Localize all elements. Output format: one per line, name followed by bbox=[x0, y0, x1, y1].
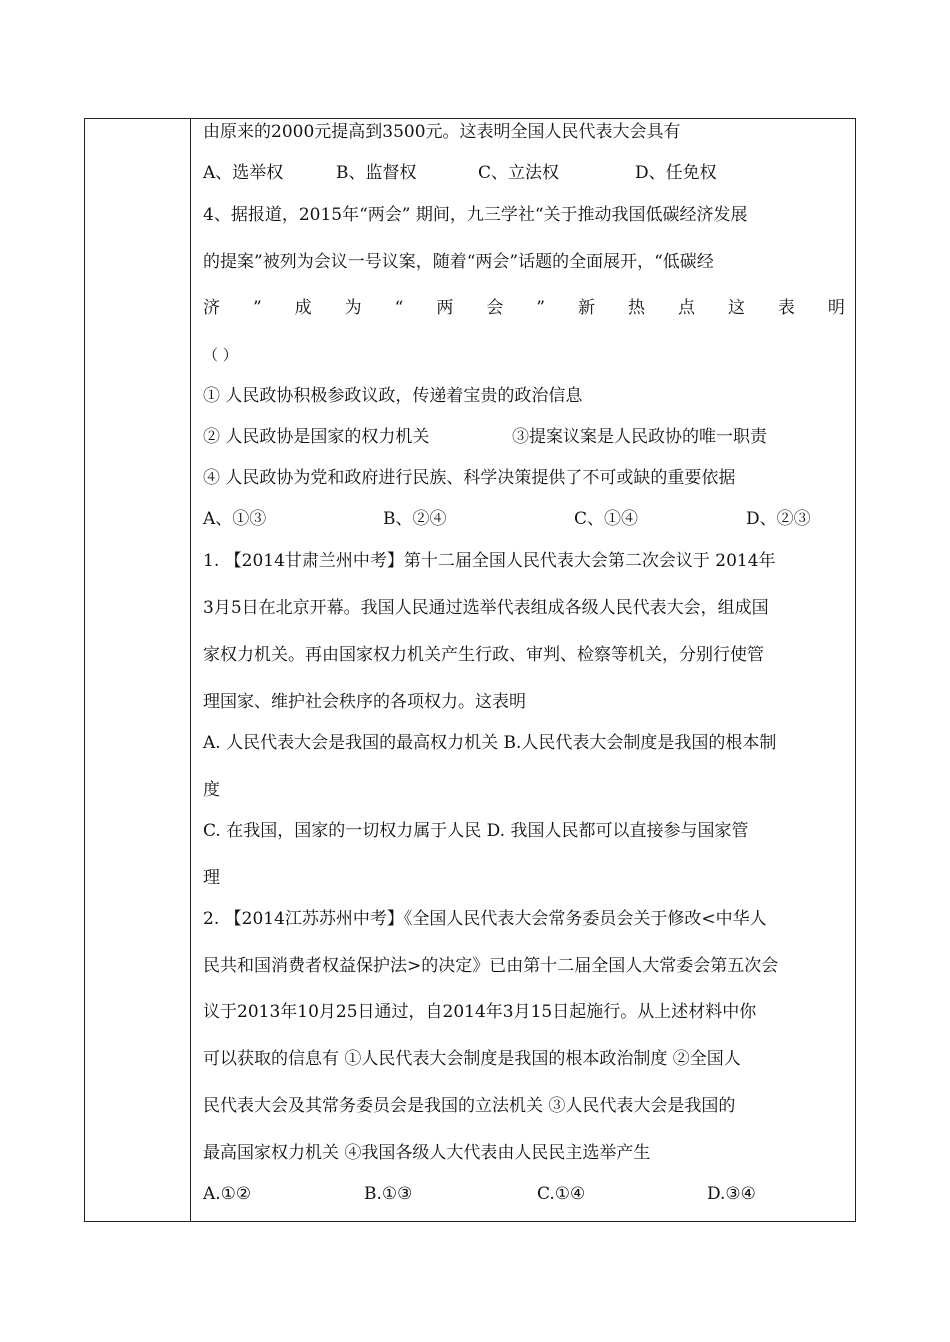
option-c: C、立法权 bbox=[478, 163, 560, 183]
option-c: C、①④ bbox=[574, 509, 639, 529]
spread-char: 两 bbox=[436, 298, 454, 318]
option-d: D、②③ bbox=[746, 509, 811, 529]
statement-1: ① 人民政协积极参政议政，传递着宝贵的政治信息 bbox=[203, 386, 583, 406]
option-d: D.③④ bbox=[707, 1184, 756, 1204]
option-a: A、①③ bbox=[203, 509, 267, 529]
spread-char: 表 bbox=[777, 298, 795, 318]
option-c: C.①④ bbox=[537, 1184, 586, 1204]
column-divider bbox=[190, 118, 191, 1222]
statement-2: ② 人民政协是国家的权力机关 bbox=[203, 427, 430, 447]
option-b: B、监督权 bbox=[336, 163, 417, 183]
spread-char: ” bbox=[252, 298, 262, 318]
statement-3: ③提案议案是人民政协的唯一职责 bbox=[512, 427, 767, 447]
spread-char: 成 bbox=[294, 298, 312, 318]
option-b: B.①③ bbox=[364, 1184, 413, 1204]
spread-char: ” bbox=[536, 298, 545, 318]
text-line: 度 bbox=[203, 780, 220, 800]
spread-char: 明 bbox=[827, 298, 845, 318]
text-line: 的提案”被列为会议一号议案，随着“两会”话题的全面展开，“低碳经 bbox=[203, 252, 714, 272]
option-a: A.①② bbox=[203, 1184, 252, 1204]
text-line: 理国家、维护社会秩序的各项权力。这表明 bbox=[203, 692, 526, 712]
spread-char: 点 bbox=[677, 298, 695, 318]
spread-char: 济 bbox=[203, 298, 220, 318]
text-line: 家权力机关。再由国家权力机关产生行政、审判、检察等机关，分别行使管 bbox=[203, 645, 764, 665]
spread-line bbox=[203, 298, 845, 318]
spread-char: “ bbox=[394, 298, 404, 318]
text-line: 最高国家权力机关 ④我国各级人大代表由人民民主选举产生 bbox=[203, 1143, 651, 1163]
option-d: D、任免权 bbox=[635, 163, 717, 183]
text-line: 2. 【2014江苏苏州中考】《全国人民代表大会常务委员会关于修改<中华人 bbox=[203, 909, 767, 929]
text-line: C. 在我国，国家的一切权力属于人民 D. 我国人民都可以直接参与国家管 bbox=[203, 821, 749, 841]
text-line: 3月5日在北京开幕。我国人民通过选举代表组成各级人民代表大会，组成国 bbox=[203, 598, 769, 618]
spread-char: 为 bbox=[344, 298, 362, 318]
text-line: 民共和国消费者权益保护法>的决定》已由第十二届全国人大常委会第五次会 bbox=[203, 956, 779, 976]
answer-bracket: （ ） bbox=[203, 346, 238, 364]
spread-char: 会 bbox=[486, 298, 504, 318]
spread-char: 这 bbox=[727, 298, 745, 318]
text-line: A. 人民代表大会是我国的最高权力机关 B.人民代表大会制度是我国的根本制 bbox=[203, 733, 777, 753]
text-line: 议于2013年10月25日通过，自2014年3月15日起施行。从上述材料中你 bbox=[203, 1002, 757, 1022]
spread-char: 热 bbox=[627, 298, 645, 318]
text-line: 1. 【2014甘肃兰州中考】第十二届全国人民代表大会第二次会议于 2014年 bbox=[203, 551, 776, 571]
text-line: 4、据报道，2015年“两会” 期间，九三学社“关于推动我国低碳经济发展 bbox=[203, 205, 748, 225]
text-line: 理 bbox=[203, 868, 220, 888]
option-b: B、②④ bbox=[383, 509, 447, 529]
text-line: 由原来的2000元提高到3500元。这表明全国人民代表大会具有 bbox=[203, 122, 681, 142]
spread-char: 新 bbox=[577, 298, 595, 318]
text-line: 民代表大会及其常务委员会是我国的立法机关 ③人民代表大会是我国的 bbox=[203, 1096, 736, 1116]
option-a: A、选举权 bbox=[203, 163, 284, 183]
statement-4: ④ 人民政协为党和政府进行民族、科学决策提供了不可或缺的重要依据 bbox=[203, 468, 736, 488]
text-line: 可以获取的信息有 ①人民代表大会制度是我国的根本政治制度 ②全国人 bbox=[203, 1049, 741, 1069]
